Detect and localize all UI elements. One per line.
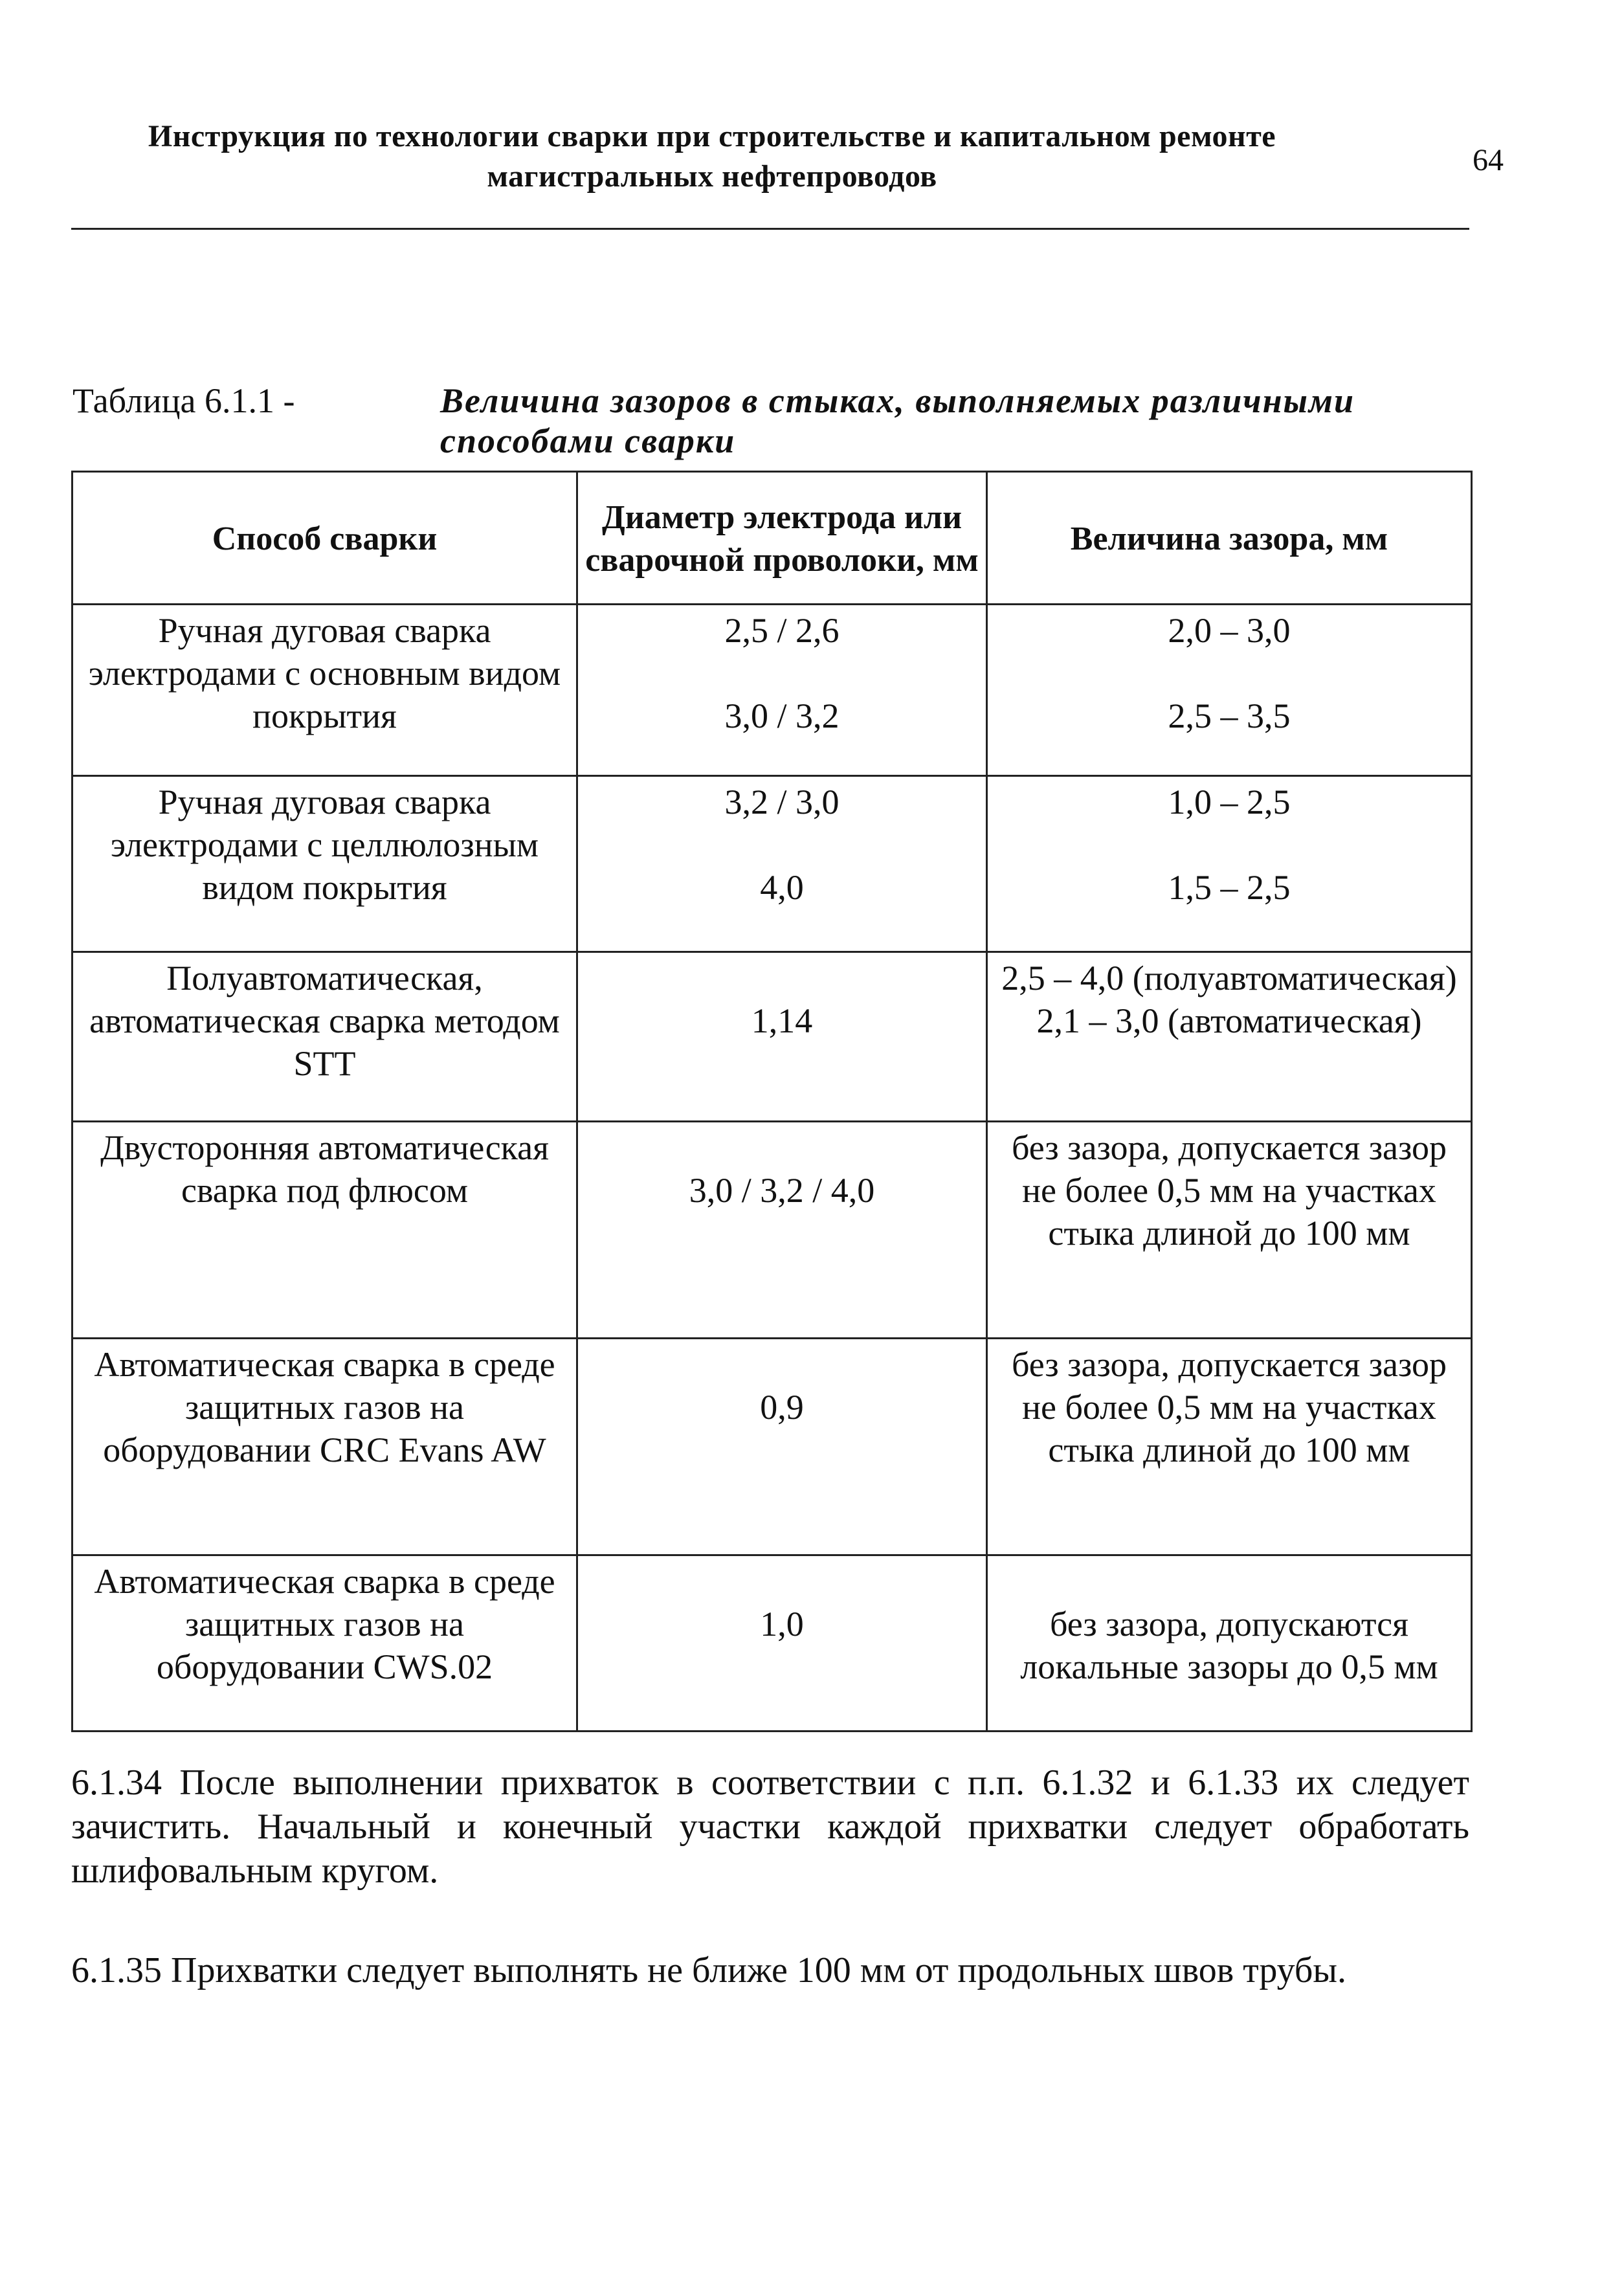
paragraph-6-1-34: 6.1.34 После выполнении прихваток в соответствии с п.п. 6.1.32 и 6.1.33 их следует зачистить. Начальный и конечный участки каждой прихватки следует обработать шлифовальным кругом.	[71, 1763, 1469, 1891]
table-row	[72, 952, 1472, 1122]
cell-method: Автоматическая сварка в среде защитных газов на оборудовании CRC Evans AW	[72, 1339, 577, 1555]
cell-diameter-value: 1,14	[751, 1001, 813, 1040]
table-caption-label: Таблица 6.1.1 -	[72, 381, 295, 420]
document-title-line-2: магистральных нефтепроводов	[487, 159, 937, 194]
cell-diameter	[577, 1339, 987, 1555]
cell-gap: без зазора, допускается зазор не более 0,5 мм на участках стыка длиной до 100 мм	[987, 1122, 1472, 1339]
page-header	[71, 117, 1504, 197]
cell-gap-value: 2,5 – 3,5	[1168, 696, 1291, 735]
table-row	[72, 776, 1472, 952]
table-row	[72, 1555, 1472, 1732]
cell-diameter-value: 1,0	[760, 1605, 804, 1643]
cell-diameter	[577, 1122, 987, 1339]
cell-gap-value: 2,1 – 3,0 (автоматическая)	[1036, 1001, 1422, 1040]
cell-gap	[987, 1555, 1472, 1732]
cell-diameter-value: 4,0	[760, 868, 804, 907]
cell-diameter	[577, 952, 987, 1122]
cell-gap-value: 2,0 – 3,0	[1168, 611, 1291, 650]
cell-gap	[987, 776, 1472, 952]
cell-method: Автоматическая сварка в среде защитных газов на оборудовании CWS.02	[72, 1555, 577, 1732]
cell-method: Ручная дуговая сварка электродами с основным видом покрытия	[72, 605, 577, 776]
welding-gap-table	[71, 471, 1473, 1732]
cell-gap-value: без зазора, допускаются локальные зазоры до 0,5 мм	[1020, 1605, 1438, 1686]
cell-method: Ручная дуговая сварка электродами с целлюлозным видом покрытия	[72, 776, 577, 952]
cell-diameter	[577, 605, 987, 776]
table-caption-title: Величина зазоров в стыках, выполняемых различными способами сварки	[440, 381, 1355, 460]
header-gap-size: Величина зазора, мм	[987, 472, 1472, 605]
cell-diameter-value: 3,2 / 3,0	[724, 783, 840, 821]
cell-diameter-value: 0,9	[760, 1388, 804, 1427]
table-header-row	[72, 472, 1472, 605]
table-row	[72, 1122, 1472, 1339]
cell-diameter-value: 3,0 / 3,2	[724, 696, 840, 735]
document-title	[71, 117, 1353, 197]
header-divider	[71, 228, 1469, 230]
cell-gap: без зазора, допускается зазор не более 0,5 мм на участках стыка длиной до 100 мм	[987, 1339, 1472, 1555]
cell-gap-value: 1,5 – 2,5	[1168, 868, 1291, 907]
cell-gap-value: 2,5 – 4,0 (полуавтоматическая)	[1001, 959, 1457, 997]
cell-gap	[987, 952, 1472, 1122]
document-title-line-1: Инструкция по технологии сварки при строительстве и капитальном ремонте	[148, 119, 1276, 153]
cell-gap-value: 1,0 – 2,5	[1168, 783, 1291, 821]
cell-diameter-value: 2,5 / 2,6	[724, 611, 840, 650]
cell-diameter-value: 3,0 / 3,2 / 4,0	[689, 1171, 875, 1210]
header-electrode-diameter: Диаметр электрода или сварочной проволоки, мм	[577, 472, 987, 605]
table-row	[72, 1339, 1472, 1555]
cell-gap	[987, 605, 1472, 776]
page-number: 64	[1473, 143, 1504, 177]
cell-method: Двусторонняя автоматическая сварка под флюсом	[72, 1122, 577, 1339]
paragraph-6-1-35: 6.1.35 Прихватки следует выполнять не ближе 100 мм от продольных швов трубы.	[71, 1950, 1347, 1990]
header-welding-method: Способ сварки	[72, 472, 577, 605]
cell-method: Полуавтоматическая, автоматическая сварка методом STT	[72, 952, 577, 1122]
cell-diameter	[577, 776, 987, 952]
cell-diameter	[577, 1555, 987, 1732]
table-row	[72, 605, 1472, 776]
